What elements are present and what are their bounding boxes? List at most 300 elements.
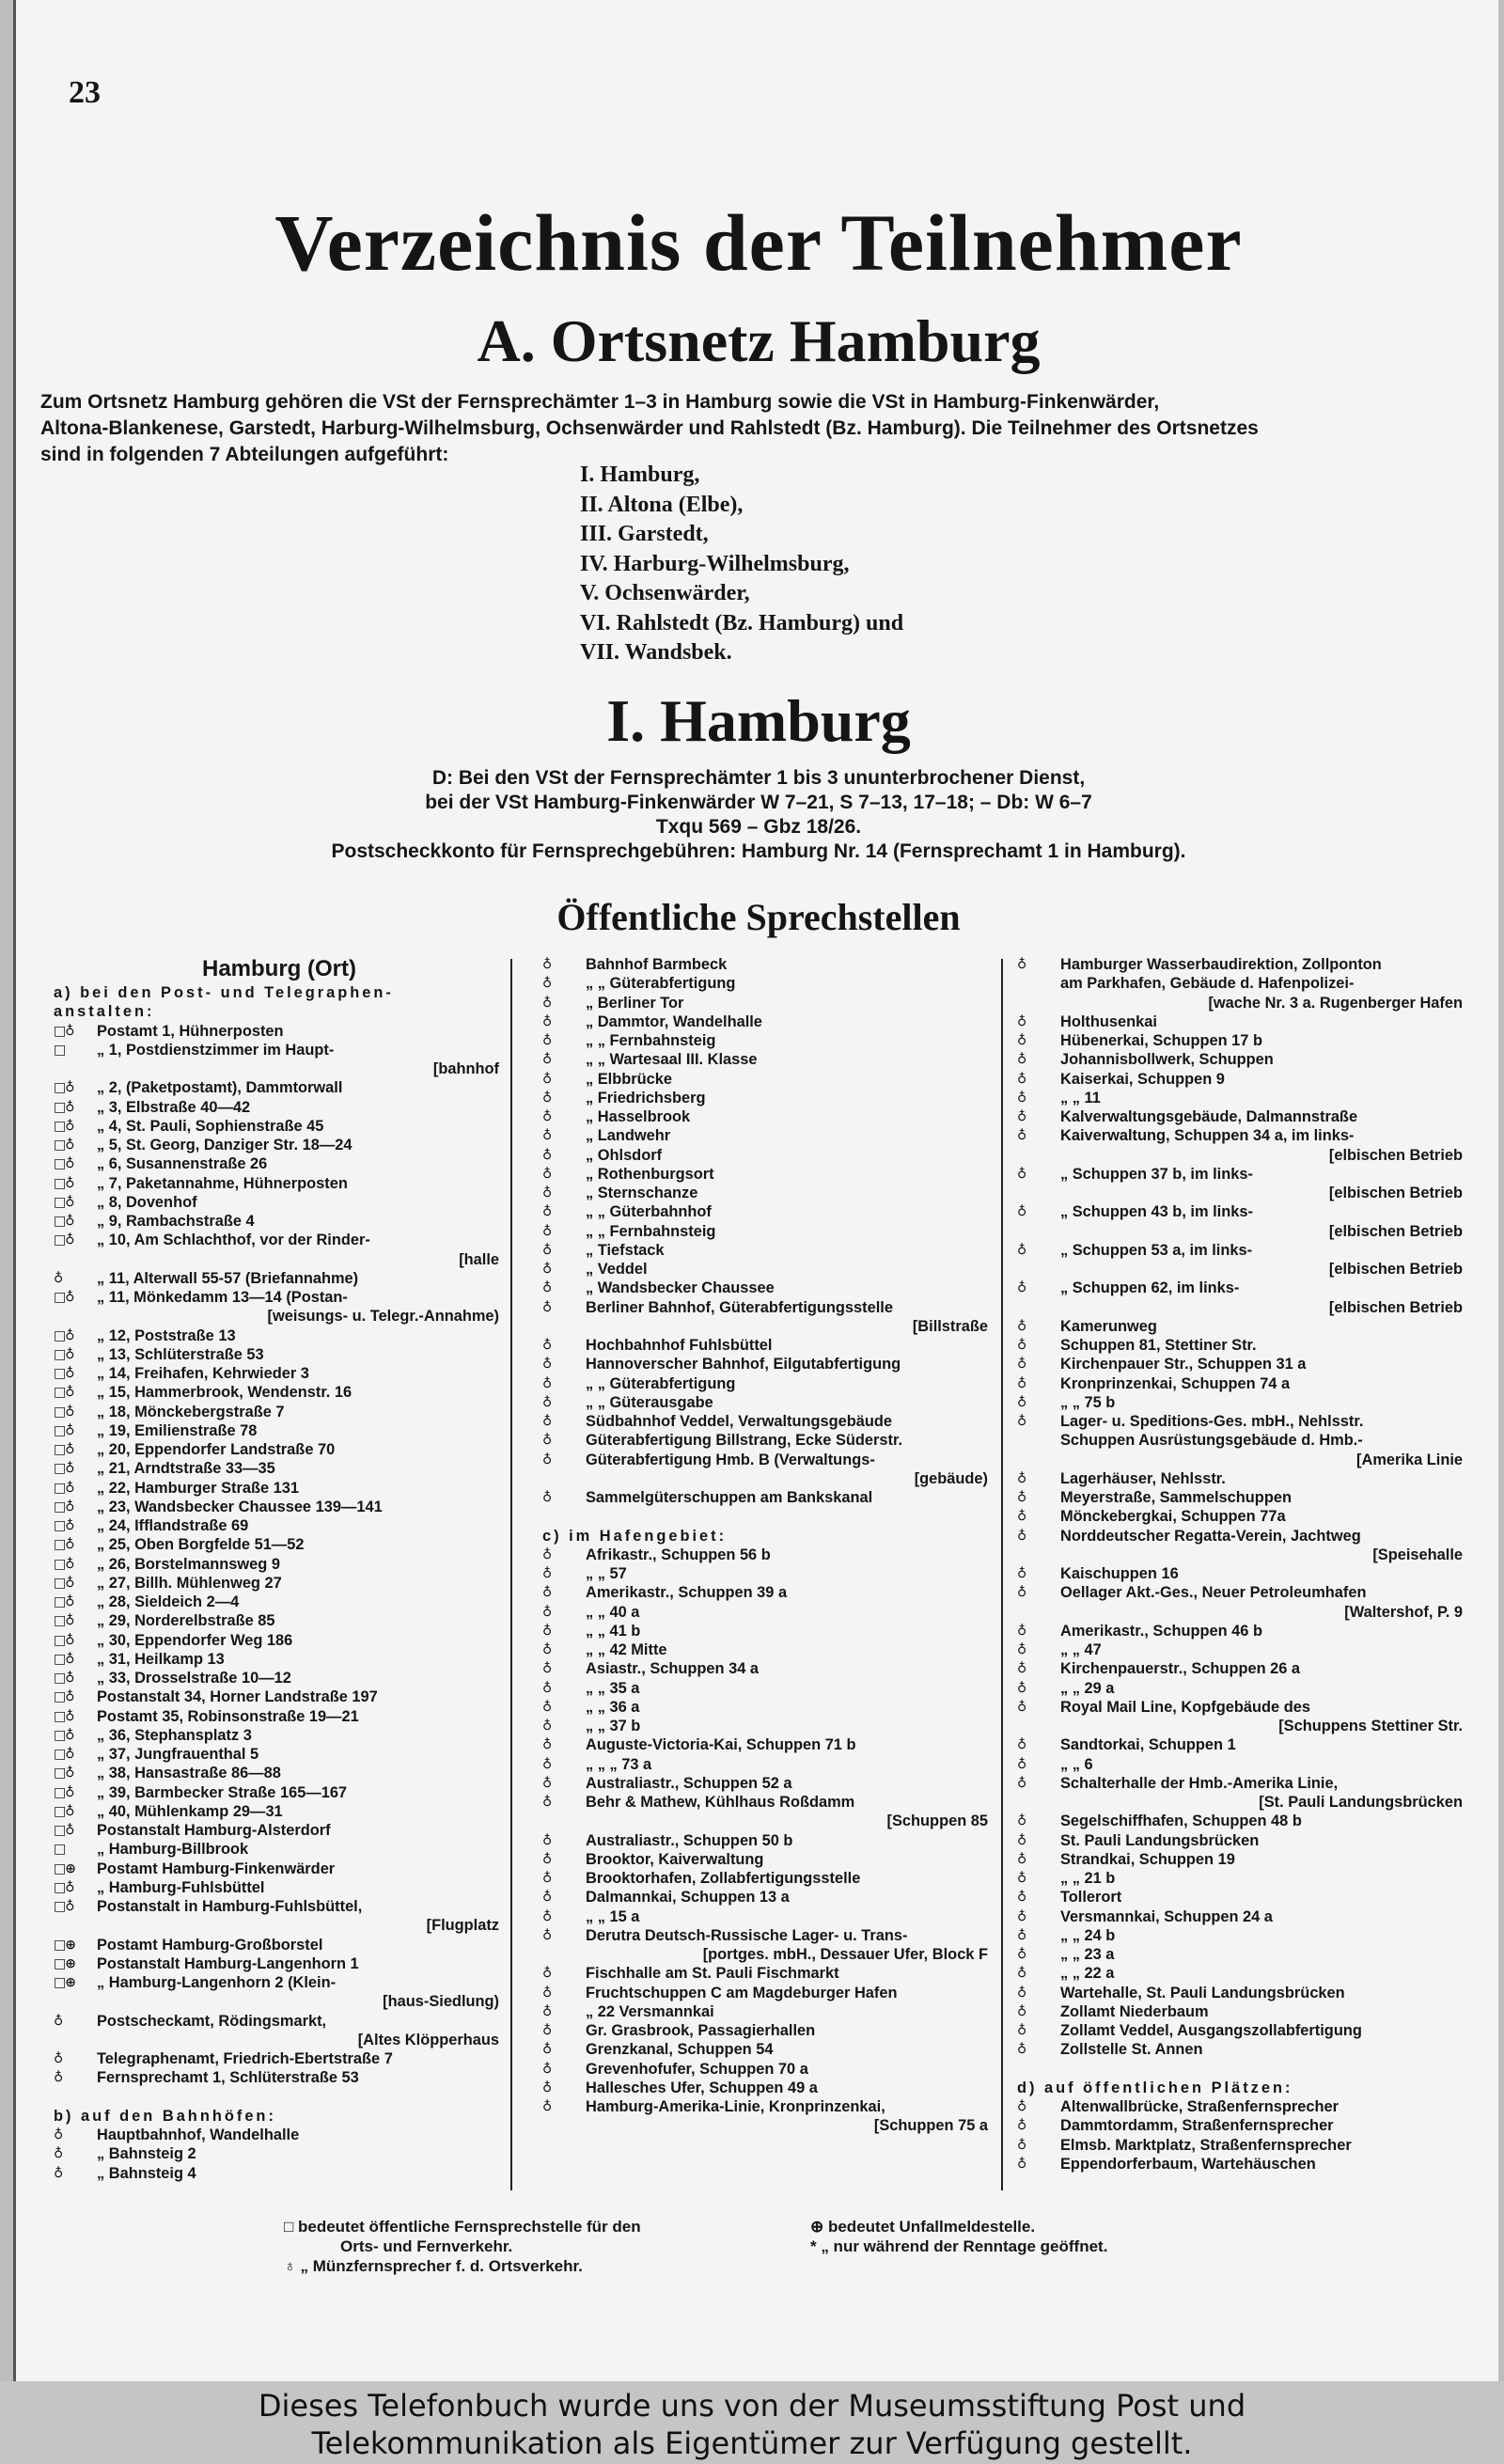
phone-symbol-icon: □♁ bbox=[54, 1651, 74, 1667]
directory-entry bbox=[542, 1469, 994, 1488]
entry-text: Postanstalt 34, Horner Landstraße 197 bbox=[97, 1688, 378, 1706]
column-left bbox=[54, 955, 505, 2183]
directory-entry bbox=[54, 1593, 505, 1611]
directory-entry bbox=[54, 1078, 505, 1097]
entry-text: „ 23, Wandsbecker Chaussee 139—141 bbox=[97, 1498, 383, 1515]
entry-text: Behr & Mathew, Kühlhaus Roßdamm bbox=[586, 1794, 855, 1811]
column-right bbox=[1017, 955, 1468, 2174]
entry-text: Lager- u. Speditions-Ges. mbH., Nehlsstr. bbox=[1060, 1413, 1364, 1430]
phone-symbol-icon: ♁ bbox=[1017, 1775, 1026, 1791]
section-heading bbox=[54, 1002, 505, 1021]
directory-entry bbox=[54, 2012, 505, 2031]
phone-symbol-icon: □ bbox=[54, 1842, 66, 1858]
directory-entry bbox=[54, 1650, 505, 1669]
directory-entry bbox=[54, 1193, 505, 1212]
entry-text: „ 22 Versmannkai bbox=[586, 2002, 714, 2020]
entry-text: Hannoverscher Bahnhof, Eilgutabfertigung bbox=[586, 1356, 901, 1373]
entry-text: „ „ 35 a bbox=[586, 1679, 640, 1697]
phone-symbol-icon: ♁ bbox=[1017, 1566, 1026, 1581]
phone-symbol-icon: □♁ bbox=[54, 1138, 74, 1153]
entry-text: „ 15, Hammerbrook, Wendenstr. 16 bbox=[97, 1384, 352, 1402]
directory-entry bbox=[542, 2060, 994, 2079]
entry-text: [St. Pauli Landungsbrücken bbox=[1259, 1794, 1463, 1811]
entry-text: Auguste-Victoria-Kai, Schuppen 71 b bbox=[586, 1736, 856, 1754]
directory-entry bbox=[54, 1154, 505, 1173]
phone-symbol-icon: ♁ bbox=[1017, 957, 1026, 972]
phone-symbol-icon: ♁ bbox=[542, 957, 552, 972]
directory-entry bbox=[542, 1888, 994, 1907]
directory-entry bbox=[1017, 1735, 1468, 1754]
phone-symbol-icon: ♁ bbox=[1017, 1947, 1026, 1962]
legend-line: Orts- und Fernverkehr. bbox=[340, 2237, 513, 2255]
directory-entry bbox=[1017, 955, 1468, 974]
directory-entry bbox=[1017, 974, 1468, 993]
phone-symbol-icon: ♁ bbox=[542, 2023, 552, 2038]
phone-symbol-icon: □♁ bbox=[54, 1766, 74, 1781]
entry-text: Fruchtschuppen C am Magdeburger Hafen bbox=[586, 1984, 898, 2001]
phone-symbol-icon: ♁ bbox=[1017, 1509, 1026, 1525]
phone-symbol-icon: □♁ bbox=[54, 1632, 74, 1648]
phone-symbol-icon: □♁ bbox=[54, 1556, 74, 1572]
entry-text: a) bei den Post- und Telegraphen- bbox=[54, 984, 394, 1001]
entry-text: Postamt 35, Robinsonstraße 19—21 bbox=[97, 1707, 359, 1725]
directory-entry bbox=[1017, 1564, 1468, 1583]
section-title: A. Ortsnetz Hamburg bbox=[477, 307, 1041, 374]
phone-symbol-icon: ♁ bbox=[1017, 2023, 1026, 2038]
directory-entry bbox=[1017, 1926, 1468, 1945]
directory-entry bbox=[54, 2126, 505, 2144]
entry-text: Hamburger Wasserbaudirektion, Zollponton bbox=[1060, 956, 1382, 973]
phone-symbol-icon: ♁ bbox=[1017, 1280, 1026, 1296]
entry-text: „ 9, Rambachstraße 4 bbox=[97, 1213, 255, 1230]
phone-symbol-icon: ♁ bbox=[1017, 1490, 1026, 1505]
entry-text: „ 29, Norderelbstraße 85 bbox=[97, 1612, 275, 1630]
entry-text: [Billstraße bbox=[912, 1317, 988, 1335]
legend-line: * „ nur während der Renntage geöffnet. bbox=[810, 2237, 1108, 2255]
phone-symbol-icon: ♁ bbox=[1017, 1908, 1026, 1924]
directory-entry bbox=[1017, 1755, 1468, 1774]
entry-text: „ 24, Ifflandstraße 69 bbox=[97, 1517, 249, 1534]
phone-symbol-icon: ♁ bbox=[542, 1414, 552, 1429]
phone-symbol-icon: ♁ bbox=[54, 2165, 63, 2181]
intro-line: Altona-Blankenese, Garstedt, Harburg-Wilhelmsburg, Ochsenwärder und Rahlstedt (Bz. Hamburg). Die Teilnehmer des Ortsnetzes bbox=[40, 417, 1259, 439]
phone-symbol-icon: □♁ bbox=[54, 1823, 74, 1838]
entry-text: Segelschiffhafen, Schuppen 48 b bbox=[1060, 1813, 1302, 1830]
directory-entry bbox=[54, 2049, 505, 2068]
directory-entry bbox=[542, 1070, 994, 1089]
entry-text: Australiastr., Schuppen 52 a bbox=[586, 1774, 792, 1792]
phone-symbol-icon: □⊕ bbox=[54, 1860, 75, 1876]
directory-entry bbox=[54, 1498, 505, 1516]
directory-entry bbox=[542, 1812, 994, 1830]
section-heading bbox=[54, 955, 505, 983]
entry-text: „ Tiefstack bbox=[586, 1241, 665, 1259]
phone-symbol-icon: ♁ bbox=[542, 1128, 552, 1144]
directory-entry bbox=[542, 1336, 994, 1355]
hamburg-title: I. Hamburg bbox=[606, 687, 911, 754]
directory-entry bbox=[1017, 1165, 1468, 1184]
directory-entry bbox=[542, 1717, 994, 1735]
entry-text: „ „ 37 b bbox=[586, 1718, 641, 1734]
directory-entry bbox=[54, 1954, 505, 1973]
directory-entry bbox=[1017, 2021, 1468, 2040]
division-item: V. Ochsenwärder, bbox=[580, 581, 750, 605]
directory-entry bbox=[542, 1546, 994, 1564]
directory-entry bbox=[54, 1916, 505, 1935]
directory-entry bbox=[54, 1555, 505, 1574]
entry-text: Postamt Hamburg-Finkenwärder bbox=[97, 1860, 336, 1877]
entry-text: „ 19, Emilienstraße 78 bbox=[97, 1421, 258, 1439]
phone-symbol-icon: □♁ bbox=[54, 1346, 74, 1362]
phone-symbol-icon: ♁ bbox=[1017, 1813, 1026, 1829]
entry-text: „ „ Güterabfertigung bbox=[586, 1374, 736, 1392]
phone-symbol-icon: ♁ bbox=[1017, 2118, 1026, 2134]
phone-symbol-icon: □♁ bbox=[54, 1499, 74, 1514]
phone-symbol-icon: □♁ bbox=[54, 1118, 74, 1134]
entry-text: Sandtorkai, Schuppen 1 bbox=[1060, 1736, 1236, 1754]
directory-entry bbox=[54, 1231, 505, 1249]
entry-text: „ „ 42 Mitte bbox=[586, 1641, 667, 1658]
entry-text: Schuppen Ausrüstungsgebäude d. Hmb.- bbox=[1060, 1432, 1363, 1450]
entry-text: Brooktor, Kaiverwaltung bbox=[586, 1850, 764, 1868]
entry-text: „ 10, Am Schlachthof, vor der Rinder- bbox=[97, 1232, 370, 1249]
section-heading bbox=[54, 983, 505, 1002]
phone-symbol-icon: ♁ bbox=[1017, 1033, 1026, 1048]
directory-entry bbox=[1017, 1184, 1468, 1202]
directory-entry bbox=[1017, 1089, 1468, 1107]
phone-symbol-icon: ♁ bbox=[542, 1299, 552, 1315]
phone-symbol-icon: ♁ bbox=[542, 1242, 552, 1258]
service-line: Postscheckkonto für Fernsprechgebühren: Hamburg Nr. 14 (Fernsprechamt 1 in Hamburg). bbox=[331, 840, 1186, 862]
phone-symbol-icon: ♁ bbox=[542, 1871, 552, 1886]
phone-symbol-icon: ♁ bbox=[542, 2003, 552, 2019]
directory-entry bbox=[54, 1383, 505, 1402]
division-item: III. Garstedt, bbox=[580, 522, 709, 546]
directory-entry bbox=[54, 2031, 505, 2049]
directory-entry bbox=[1017, 1050, 1468, 1069]
phone-symbol-icon: ♁ bbox=[1017, 1680, 1026, 1696]
directory-entry bbox=[54, 1745, 505, 1764]
entry-text: „ „ Güterabfertigung bbox=[586, 975, 736, 993]
entry-text: „ Hamburg-Fuhlsbüttel bbox=[97, 1878, 265, 1896]
phone-symbol-icon: ♁ bbox=[542, 1452, 552, 1467]
directory-entry bbox=[54, 1098, 505, 1117]
entry-text: Tollerort bbox=[1060, 1889, 1122, 1907]
directory-entry bbox=[1017, 1603, 1468, 1622]
footer-line: Telekommunikation als Eigentümer zur Verfügung gestellt. bbox=[311, 2425, 1193, 2461]
phone-symbol-icon: ♁ bbox=[542, 1375, 552, 1391]
entry-text: Lagerhäuser, Nehlsstr. bbox=[1060, 1469, 1226, 1487]
directory-entry bbox=[542, 1735, 994, 1754]
phone-symbol-icon: ♁ bbox=[1017, 1737, 1026, 1753]
entry-text: „ 22, Hamburger Straße 131 bbox=[97, 1479, 299, 1497]
entry-text: „ „ 75 b bbox=[1060, 1393, 1116, 1411]
directory-entry bbox=[1017, 1869, 1468, 1888]
entry-text: Sammelgüterschuppen am Bankskanal bbox=[586, 1489, 873, 1506]
entry-text: [Schuppens Stettiner Str. bbox=[1278, 1718, 1463, 1734]
entry-text: „ „ Wartesaal III. Klasse bbox=[586, 1051, 758, 1069]
entry-text: „ 21, Arndtstraße 33—35 bbox=[97, 1460, 275, 1478]
entry-text: d) auf öffentlichen Plätzen: bbox=[1017, 2079, 1293, 2096]
entry-text: Kronprinzenkai, Schuppen 74 a bbox=[1060, 1374, 1291, 1392]
directory-entry bbox=[542, 1945, 994, 1964]
entry-text: Grenzkanal, Schuppen 54 bbox=[586, 2041, 774, 2059]
phone-symbol-icon: ♁ bbox=[542, 1890, 552, 1906]
phone-symbol-icon: ♁ bbox=[1017, 2042, 1026, 2058]
phone-symbol-icon: ♁ bbox=[1017, 1394, 1026, 1410]
entry-text: Meyerstraße, Sammelschuppen bbox=[1060, 1489, 1292, 1506]
directory-entry bbox=[54, 1611, 505, 1630]
directory-entry bbox=[542, 1298, 994, 1317]
phone-symbol-icon: ♁ bbox=[1017, 2137, 1026, 2153]
section-heading bbox=[1017, 2079, 1468, 2097]
directory-entry bbox=[1017, 1527, 1468, 1546]
entry-text: „ 36, Stephansplatz 3 bbox=[97, 1726, 252, 1744]
directory-entry bbox=[54, 1973, 505, 1992]
legend-line: □ bedeutet öffentliche Fernsprechstelle für den bbox=[284, 2218, 641, 2236]
phone-symbol-icon: □♁ bbox=[54, 1232, 74, 1248]
entry-text: „ Veddel bbox=[586, 1261, 648, 1278]
division-item: II. Altona (Elbe), bbox=[580, 492, 744, 517]
directory-entry bbox=[542, 1583, 994, 1602]
directory-entry bbox=[1017, 1107, 1468, 1126]
directory-entry bbox=[1017, 1793, 1468, 1812]
phone-symbol-icon: ♁ bbox=[1017, 1851, 1026, 1867]
phone-symbol-icon: ♁ bbox=[542, 1623, 552, 1639]
phone-symbol-icon: ♁ bbox=[542, 1147, 552, 1163]
directory-entry bbox=[1017, 1888, 1468, 1907]
phone-symbol-icon: ♁ bbox=[1017, 1414, 1026, 1429]
directory-entry bbox=[542, 2116, 994, 2135]
section-heading bbox=[1017, 2060, 1468, 2079]
directory-entry bbox=[542, 1640, 994, 1659]
directory-entry bbox=[542, 994, 994, 1012]
directory-entry bbox=[54, 1250, 505, 1269]
entry-text: „ „ 40 a bbox=[586, 1603, 640, 1621]
phone-symbol-icon: ♁ bbox=[542, 1204, 552, 1220]
phone-symbol-icon: ♁ bbox=[542, 995, 552, 1011]
directory-entry bbox=[1017, 1260, 1468, 1279]
entry-text: Amerikastr., Schuppen 39 a bbox=[586, 1584, 788, 1602]
phone-symbol-icon: □♁ bbox=[54, 1080, 74, 1096]
entry-text: „ Schuppen 53 a, im links- bbox=[1060, 1241, 1253, 1259]
entry-text: [halle bbox=[459, 1250, 499, 1268]
directory-entry bbox=[542, 2040, 994, 2059]
entry-text: „ 6, Susannenstraße 26 bbox=[97, 1155, 268, 1173]
directory-entry bbox=[1017, 1241, 1468, 1260]
entry-text: „ 27, Billh. Mühlenweg 27 bbox=[97, 1574, 282, 1592]
entry-text: Norddeutscher Regatta-Verein, Jachtweg bbox=[1060, 1527, 1361, 1545]
phone-symbol-icon: ♁ bbox=[54, 2127, 63, 2142]
entry-text: Gr. Grasbrook, Passagierhallen bbox=[586, 2022, 816, 2039]
entry-text: Fernsprechamt 1, Schlüterstraße 53 bbox=[97, 2069, 359, 2087]
entry-text: „ 38, Hansastraße 86—88 bbox=[97, 1765, 281, 1782]
directory-entry bbox=[54, 2068, 505, 2087]
directory-entry bbox=[542, 1850, 994, 1869]
directory-entry bbox=[54, 1117, 505, 1136]
entry-text: Elmsb. Marktplatz, Straßenfernsprecher bbox=[1060, 2136, 1352, 2154]
entry-text: [Schuppen 75 a bbox=[873, 2117, 988, 2135]
phone-symbol-icon: ♁ bbox=[1017, 1966, 1026, 1982]
phone-symbol-icon: ♁ bbox=[1017, 2003, 1026, 2019]
page-number: 23 bbox=[69, 75, 101, 110]
entry-text: Mönckebergkai, Schuppen 77a bbox=[1060, 1508, 1286, 1526]
intro-line: Zum Ortsnetz Hamburg gehören die VSt der Fernsprechämter 1–3 in Hamburg sowie die VSt in Hamburg-Finkenwärder, bbox=[40, 391, 1160, 413]
directory-entry bbox=[1017, 1031, 1468, 1050]
directory-entry bbox=[1017, 1012, 1468, 1031]
directory-entry bbox=[54, 1707, 505, 1726]
directory-entry bbox=[542, 1146, 994, 1165]
entry-text: [gebäude) bbox=[914, 1469, 988, 1487]
entry-text: „ Dammtor, Wandelhalle bbox=[586, 1012, 762, 1030]
directory-entry bbox=[542, 1260, 994, 1279]
directory-entry bbox=[1017, 1355, 1468, 1373]
phone-symbol-icon: ♁ bbox=[1017, 1204, 1026, 1220]
directory-entry bbox=[542, 1089, 994, 1107]
phone-symbol-icon: □♁ bbox=[54, 1290, 74, 1305]
directory-page bbox=[13, 0, 1498, 2381]
phone-symbol-icon: □♁ bbox=[54, 1175, 74, 1191]
entry-text: Hamburg-Amerika-Linie, Kronprinzenkai, bbox=[586, 2098, 885, 2115]
directory-entry bbox=[1017, 2136, 1468, 2155]
directory-entry bbox=[1017, 1622, 1468, 1640]
entry-text: Schalterhalle der Hmb.-Amerika Linie, bbox=[1060, 1774, 1339, 1792]
phone-symbol-icon: □♁ bbox=[54, 1671, 74, 1686]
entry-text: [haus-Siedlung) bbox=[383, 1993, 499, 2011]
directory-entry bbox=[1017, 1546, 1468, 1564]
entry-text: Zollstelle St. Annen bbox=[1060, 2041, 1203, 2059]
division-item: VII. Wandsbek. bbox=[580, 640, 732, 665]
directory-entry bbox=[542, 2079, 994, 2097]
entry-text: [bahnhof bbox=[432, 1060, 499, 1077]
phone-symbol-icon: ♁ bbox=[1017, 1242, 1026, 1258]
phone-symbol-icon: □♁ bbox=[54, 1214, 74, 1229]
entry-text: [Schuppen 85 bbox=[886, 1813, 988, 1830]
directory-entry bbox=[1017, 1431, 1468, 1450]
entry-text: „ 13, Schlüterstraße 53 bbox=[97, 1345, 264, 1363]
directory-entry bbox=[1017, 2097, 1468, 2116]
directory-entry bbox=[1017, 1583, 1468, 1602]
entry-text: „ „ Güterbahnhof bbox=[586, 1203, 712, 1221]
directory-entry bbox=[54, 1440, 505, 1459]
phone-symbol-icon: ♁ bbox=[542, 1642, 552, 1657]
legend-right bbox=[810, 2217, 1107, 2256]
entry-text: „ „ Güterausgabe bbox=[586, 1393, 713, 1411]
entry-text: „ „ Fernbahnsteig bbox=[586, 1032, 716, 1049]
phone-symbol-icon: □♁ bbox=[54, 1803, 74, 1819]
directory-entry bbox=[542, 1793, 994, 1812]
directory-entry bbox=[542, 1659, 994, 1678]
directory-entry bbox=[54, 1821, 505, 1840]
directory-entry bbox=[1017, 2116, 1468, 2135]
entry-text: „ 1, Postdienstzimmer im Haupt- bbox=[97, 1041, 335, 1059]
entry-text: Postamt Hamburg-Großborstel bbox=[97, 1936, 323, 1954]
phone-symbol-icon: □♁ bbox=[54, 1575, 74, 1591]
directory-entry bbox=[54, 2144, 505, 2163]
directory-entry bbox=[54, 1669, 505, 1687]
phone-symbol-icon: ♁ bbox=[542, 1832, 552, 1848]
phone-symbol-icon: ♁ bbox=[1017, 1318, 1026, 1334]
sprechstellen-title: Öffentliche Sprechstellen bbox=[556, 896, 961, 938]
phone-symbol-icon: ♁ bbox=[1017, 1985, 1026, 2001]
directory-entry bbox=[1017, 1698, 1468, 1717]
entry-text: Afrikastr., Schuppen 56 b bbox=[586, 1546, 771, 1563]
directory-entry bbox=[542, 1679, 994, 1698]
entry-text: „ „ 36 a bbox=[586, 1698, 640, 1716]
division-item: IV. Harburg-Wilhelmsburg, bbox=[580, 551, 850, 576]
section-heading bbox=[542, 1527, 994, 1546]
entry-text: „ 26, Borstelmannsweg 9 bbox=[97, 1555, 280, 1573]
directory-entry bbox=[542, 1355, 994, 1373]
entry-text: Telegraphenamt, Friedrich-Ebertstraße 7 bbox=[97, 2050, 393, 2067]
entry-text: Brooktorhafen, Zollabfertigungsstelle bbox=[586, 1870, 861, 1887]
phone-symbol-icon: ♁ bbox=[542, 1908, 552, 1924]
entry-text: „ 3, Elbstraße 40—42 bbox=[97, 1098, 251, 1116]
phone-symbol-icon: ♁ bbox=[542, 1433, 552, 1449]
directory-entry bbox=[1017, 1507, 1468, 1526]
phone-symbol-icon: ♁ bbox=[1017, 1090, 1026, 1106]
phone-symbol-icon: □♁ bbox=[54, 1879, 74, 1895]
directory-entry bbox=[54, 1326, 505, 1345]
phone-symbol-icon: □♁ bbox=[54, 1385, 74, 1401]
phone-symbol-icon: ♁ bbox=[542, 1699, 552, 1715]
directory-entry bbox=[1017, 1812, 1468, 1830]
service-line: Txqu 569 – Gbz 18/26. bbox=[655, 816, 862, 838]
entry-text: „ 25, Oben Borgfelde 51—52 bbox=[97, 1536, 305, 1554]
directory-entry bbox=[1017, 1336, 1468, 1355]
entry-text: Johannisbollwerk, Schuppen bbox=[1060, 1051, 1274, 1069]
entry-text: Postanstalt in Hamburg-Fuhlsbüttel, bbox=[97, 1898, 363, 1915]
entry-text: „ „ 57 bbox=[586, 1565, 627, 1582]
directory-entry bbox=[1017, 1774, 1468, 1793]
phone-symbol-icon: ♁ bbox=[1017, 1585, 1026, 1601]
phone-symbol-icon: ♁ bbox=[542, 1223, 552, 1239]
phone-symbol-icon: □♁ bbox=[54, 1461, 74, 1477]
phone-symbol-icon: ♁ bbox=[542, 1851, 552, 1867]
entry-text: Postscheckamt, Rödingsmarkt, bbox=[97, 2012, 327, 2030]
phone-symbol-icon: ♁ bbox=[542, 1966, 552, 1982]
entry-text: Dalmannkai, Schuppen 13 a bbox=[586, 1889, 790, 1907]
directory-entry bbox=[1017, 1945, 1468, 1964]
phone-symbol-icon: ♁ bbox=[1017, 2156, 1026, 2172]
phone-symbol-icon: ♁ bbox=[542, 1166, 552, 1182]
directory-entry bbox=[542, 1393, 994, 1412]
entry-text: Kaischuppen 16 bbox=[1060, 1565, 1179, 1582]
directory-entry bbox=[542, 1926, 994, 1945]
entry-text: „ „ 11 bbox=[1060, 1089, 1101, 1106]
entry-text: Hamburg (Ort) bbox=[202, 956, 356, 981]
entry-text: [portges. mbH., Dessauer Ufer, Block F bbox=[702, 1946, 988, 1963]
directory-entry bbox=[542, 1202, 994, 1221]
directory-entry bbox=[1017, 1070, 1468, 1089]
directory-entry bbox=[542, 1451, 994, 1469]
phone-symbol-icon: ♁ bbox=[1017, 1642, 1026, 1657]
entry-text: Zollamt Veddel, Ausgangszollabfertigung bbox=[1060, 2022, 1362, 2039]
directory-entry bbox=[54, 1631, 505, 1650]
entry-text: „ „ 6 bbox=[1060, 1755, 1093, 1773]
directory-entry bbox=[1017, 1907, 1468, 1926]
directory-entry bbox=[54, 1364, 505, 1383]
entry-text: Güterabfertigung Billstrang, Ecke Süderstr. bbox=[586, 1432, 902, 1450]
directory-entry bbox=[542, 1279, 994, 1297]
phone-symbol-icon: □♁ bbox=[54, 1156, 74, 1172]
phone-symbol-icon: ♁ bbox=[542, 1394, 552, 1410]
phone-symbol-icon: ♁ bbox=[542, 2099, 552, 2114]
directory-entry bbox=[542, 1431, 994, 1450]
phone-symbol-icon: ♁ bbox=[542, 2079, 552, 2095]
entry-text: [Altes Klöpperhaus bbox=[357, 2031, 499, 2048]
entry-text: Versmannkai, Schuppen 24 a bbox=[1060, 1907, 1273, 1925]
